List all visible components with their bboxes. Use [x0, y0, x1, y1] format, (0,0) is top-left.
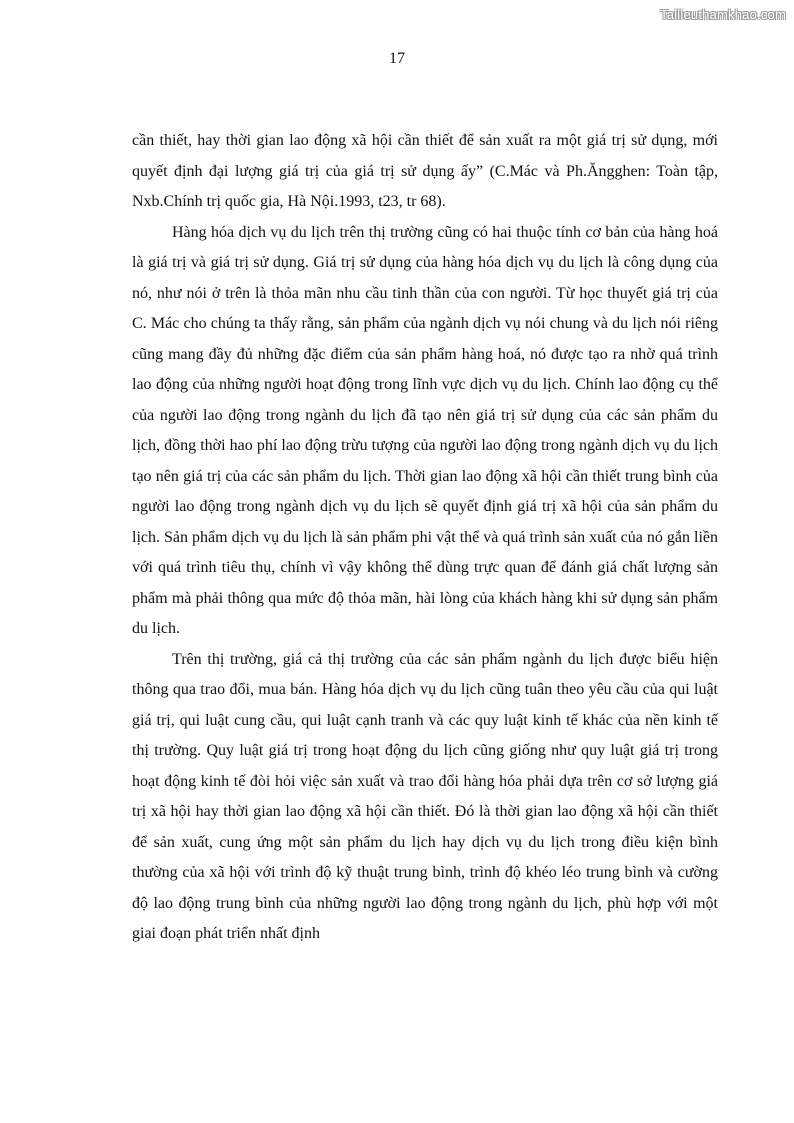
- page-number: 17: [389, 50, 405, 67]
- paragraph-continuation: cần thiết, hay thời gian lao động xã hội cần thiết để sản xuất ra một giá trị sử dụng, mới quyết định đại lượng giá trị của giá trị sử dụng ấy” (C.Mác và Ph.Ăngghen: Toàn tập, Nxb.Chính trị quốc gia, Hà Nội.1993, t23, tr 68).: [132, 132, 718, 210]
- paragraph: Hàng hóa dịch vụ du lịch trên thị trường cũng có hai thuộc tính cơ bản của hàng hoá là giá trị và giá trị sử dụng. Giá trị sử dụng của hàng hóa dịch vụ du lịch là công dụng của nó, như nói ở trên là thỏa mãn nhu cầu tinh thần của con người. Từ học thuyết giá trị của C. Mác cho chúng ta thấy rằng, sản phẩm của ngành dịch vụ nói chung và du lịch nói riêng cũng mang đầy đủ những đặc điểm của sản phẩm hàng hoá, nó được tạo ra nhờ quá trình lao động của những người hoạt động trong lĩnh vực dịch vụ du lịch. Chính lao động cụ thể của người lao động trong ngành du lịch đã tạo nên giá trị sử dụng của các sản phẩm du lịch, đồng thời hao phí lao động trừu tượng của người lao động trong ngành dịch vụ du lịch tạo nên giá trị của các sản phẩm du lịch. Thời gian lao động xã hội cần thiết trung bình của người lao động trong ngành dịch vụ du lịch sẽ quyết định giá trị xã hội của sản phẩm du lịch. Sản phẩm dịch vụ du lịch là sản phẩm phi vật thể và quá trình sản xuất của nó gắn liền với quá trình tiêu thụ, chính vì vậy không thể dùng trực quan để đánh giá chất lượng sản phẩm mà phải thông qua mức độ thỏa mãn, hài lòng của khách hàng khi sử dụng sản phẩm du lịch.: [132, 223, 718, 637]
- watermark: Tailieuthamkhao.com: [660, 7, 786, 22]
- document-body: [132, 126, 718, 950]
- paragraph: Trên thị trường, giá cả thị trường của các sản phẩm ngành du lịch được biểu hiện thông qua trao đổi, mua bán. Hàng hóa dịch vụ du lịch cũng tuân theo yêu cầu của qui luật giá trị, qui luật cung cầu, qui luật cạnh tranh và các quy luật kinh tế khác của nền kinh tế thị trường. Quy luật giá trị trong hoạt động du lịch cũng giống như quy luật giá trị trong hoạt động kinh tế đòi hỏi việc sản xuất và trao đổi hàng hóa phải dựa trên cơ sở lượng giá trị xã hội hay thời gian lao động xã hội cần thiết. Đó là thời gian lao động xã hội cần thiết để sản xuất, cung ứng một sản phẩm du lịch hay dịch vụ du lịch trong điều kiện bình thường của xã hội với trình độ kỹ thuật trung bình, trình độ khéo léo trung bình và cường độ lao động trung bình của những người lao động trong ngành du lịch, phù hợp với một giai đoạn phát triển nhất định: [132, 650, 718, 942]
